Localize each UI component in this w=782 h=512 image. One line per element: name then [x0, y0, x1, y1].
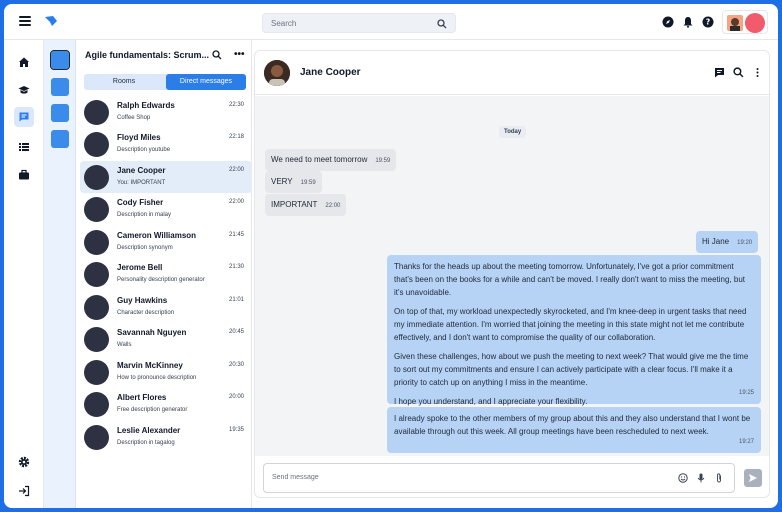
contact-name: Leslie Alexander — [117, 426, 181, 435]
send-button[interactable] — [744, 469, 762, 487]
conversation-item-active[interactable] — [80, 161, 252, 193]
room-title: Agile fundamentals: Scrum... — [85, 50, 210, 60]
comment-icon[interactable] — [714, 67, 725, 78]
contact-name: Cameron Williamson — [117, 231, 197, 240]
avatar — [84, 230, 109, 255]
message-time: 21:01 — [228, 297, 244, 303]
help-icon[interactable] — [702, 16, 714, 28]
workspace-item[interactable] — [51, 104, 69, 122]
logout-icon[interactable] — [18, 485, 30, 497]
avatar — [84, 132, 109, 157]
contact-name: Cody Fisher — [117, 198, 164, 207]
home-icon[interactable] — [18, 56, 30, 68]
avatar — [84, 100, 109, 125]
message-time: 19:27 — [738, 439, 754, 445]
send-icon — [744, 469, 762, 487]
search-input[interactable]: Search — [271, 19, 297, 28]
message-text: I already spoke to the other members of my group about this and they also understand that I wont be available through out this week. All group meetings have been rescheduled to next week. — [394, 414, 751, 436]
message-preview: Description in tagalog — [117, 440, 175, 446]
message-text: We need to meet tomorrow — [271, 155, 368, 164]
avatar — [84, 327, 109, 352]
message-preview: Walls — [117, 342, 132, 348]
tab-direct-messages[interactable]: Direct messages — [166, 74, 246, 90]
app-window — [4, 4, 778, 508]
message-time: 22:00 — [228, 199, 244, 205]
contact-name: Jane Cooper — [300, 67, 361, 78]
list-icon[interactable] — [18, 141, 30, 153]
avatar — [84, 262, 109, 287]
contact-name: Savannah Nguyen — [117, 328, 187, 337]
workspace-strip — [44, 40, 76, 508]
message-preview: You: IMPORTANT — [117, 180, 166, 186]
message-time: 19:59 — [375, 158, 391, 164]
workspace-item[interactable] — [51, 130, 69, 148]
message-time: 19:35 — [228, 427, 244, 433]
top-bar — [4, 4, 778, 40]
microphone-icon[interactable] — [696, 473, 706, 483]
svg-text:?: ? — [705, 17, 711, 27]
contact-avatar — [264, 60, 290, 86]
avatar — [84, 295, 109, 320]
gear-icon[interactable] — [18, 456, 30, 468]
conversation-item[interactable] — [80, 128, 252, 160]
search-icon — [437, 19, 447, 29]
message-text: VERY — [271, 177, 293, 186]
outgoing-message — [387, 255, 761, 404]
conversation-item[interactable] — [80, 356, 252, 388]
message-thread — [255, 96, 769, 456]
message-preview: Character description — [117, 310, 175, 316]
tab-switcher — [84, 74, 246, 90]
contact-name: Jerome Bell — [117, 263, 163, 272]
conversation-item[interactable] — [80, 226, 252, 258]
contact-name: Jane Cooper — [117, 166, 166, 175]
message-time: 20:30 — [228, 362, 244, 368]
chat-icon[interactable] — [18, 111, 30, 123]
avatar — [84, 360, 109, 385]
message-preview: Description synonym — [117, 245, 173, 251]
message-time: 22:00 — [325, 203, 341, 209]
message-preview: Coffee Shop — [117, 115, 151, 121]
outgoing-message — [387, 407, 761, 453]
status-avatar — [745, 13, 765, 33]
contact-name: Marvin McKinney — [117, 361, 183, 370]
message-time: 22:30 — [228, 102, 244, 108]
date-divider: Today — [499, 126, 526, 138]
contact-name: Guy Hawkins — [117, 296, 168, 305]
message-text: Hi Jane — [702, 237, 730, 246]
avatar — [84, 425, 109, 450]
message-time: 21:45 — [228, 232, 244, 238]
message-preview: Description youtube — [117, 147, 171, 153]
conversation-item[interactable] — [80, 96, 252, 128]
message-text: IMPORTANT — [271, 200, 318, 209]
graduation-cap-icon[interactable] — [18, 84, 30, 96]
message-time: 22:18 — [228, 134, 244, 140]
incoming-message — [265, 171, 322, 193]
avatar — [727, 15, 743, 31]
conversation-panel — [76, 40, 252, 508]
conversation-item[interactable] — [80, 193, 252, 225]
contact-name: Floyd Miles — [117, 133, 161, 142]
message-time: 21:30 — [228, 264, 244, 270]
conversation-item[interactable] — [80, 388, 252, 420]
more-options-icon[interactable]: ••• — [234, 49, 245, 60]
message-input[interactable]: Send message — [272, 474, 319, 481]
search-icon[interactable] — [212, 50, 222, 60]
contact-name: Ralph Edwards — [117, 101, 175, 110]
search-bar[interactable] — [262, 13, 456, 33]
workspace-item[interactable] — [51, 78, 69, 96]
message-preview: Personality description generator — [117, 277, 205, 283]
message-paragraph: On top of that, my workload unexpectedly skyrocketed, and I'm knee-deep in urgent tasks that need my immediate attention. I'm worried that joining the meeting in this state might not let me contribute effectively, and I don't want to compromise the quality of our collaboration. — [394, 307, 747, 342]
incoming-message — [265, 194, 346, 216]
avatar — [84, 165, 109, 190]
contact-name: Albert Flores — [117, 393, 167, 402]
message-paragraph: I hope you understand, and I appreciate your flexibility. — [394, 397, 588, 406]
message-time: 20:00 — [228, 394, 244, 400]
logo-icon — [44, 15, 58, 27]
message-paragraph: Given these challenges, how about we push the meeting to next week? That would give me the time to sort out my commitments and ensure I can actively participate with a clear focus. I'll make it a priority to catch up on anything I miss in the meantime. — [394, 352, 749, 387]
compass-icon[interactable] — [662, 16, 674, 28]
paperclip-icon[interactable] — [714, 473, 724, 483]
chat-panel — [254, 50, 770, 498]
emoji-icon[interactable] — [678, 473, 688, 483]
message-time: 19:25 — [738, 390, 754, 396]
message-preview: Free description generator — [117, 407, 188, 413]
message-composer[interactable] — [263, 463, 735, 493]
message-time: 20:45 — [228, 329, 244, 335]
message-preview: How to pronounce description — [117, 375, 197, 381]
message-time: 19:59 — [300, 180, 316, 186]
bell-icon[interactable] — [682, 16, 694, 28]
search-icon[interactable] — [733, 67, 744, 78]
workspace-item[interactable] — [51, 51, 69, 69]
conversation-item[interactable] — [80, 323, 252, 355]
briefcase-icon[interactable] — [18, 169, 30, 181]
more-vertical-icon[interactable] — [752, 67, 763, 78]
message-time: 19:20 — [737, 240, 753, 246]
message-time: 22:00 — [228, 167, 244, 173]
message-preview: Description in malay — [117, 212, 172, 218]
outgoing-message — [696, 231, 758, 253]
incoming-message — [265, 149, 396, 171]
avatar — [84, 392, 109, 417]
conversation-item[interactable] — [80, 258, 252, 290]
message-paragraph: Thanks for the heads up about the meeting tomorrow. Unfortunately, I've got a prior commitment that's been on the books for a while and can't be moved. I really don't want to miss the meeting, but it's unavoidable. — [394, 262, 746, 297]
menu-icon[interactable] — [19, 16, 31, 26]
chat-header — [255, 51, 769, 95]
user-profile[interactable] — [722, 10, 768, 34]
sidebar-nav — [4, 40, 44, 508]
tab-rooms[interactable]: Rooms — [112, 78, 136, 85]
conversation-item[interactable] — [80, 421, 252, 453]
avatar — [84, 197, 109, 222]
conversation-item[interactable] — [80, 291, 252, 323]
